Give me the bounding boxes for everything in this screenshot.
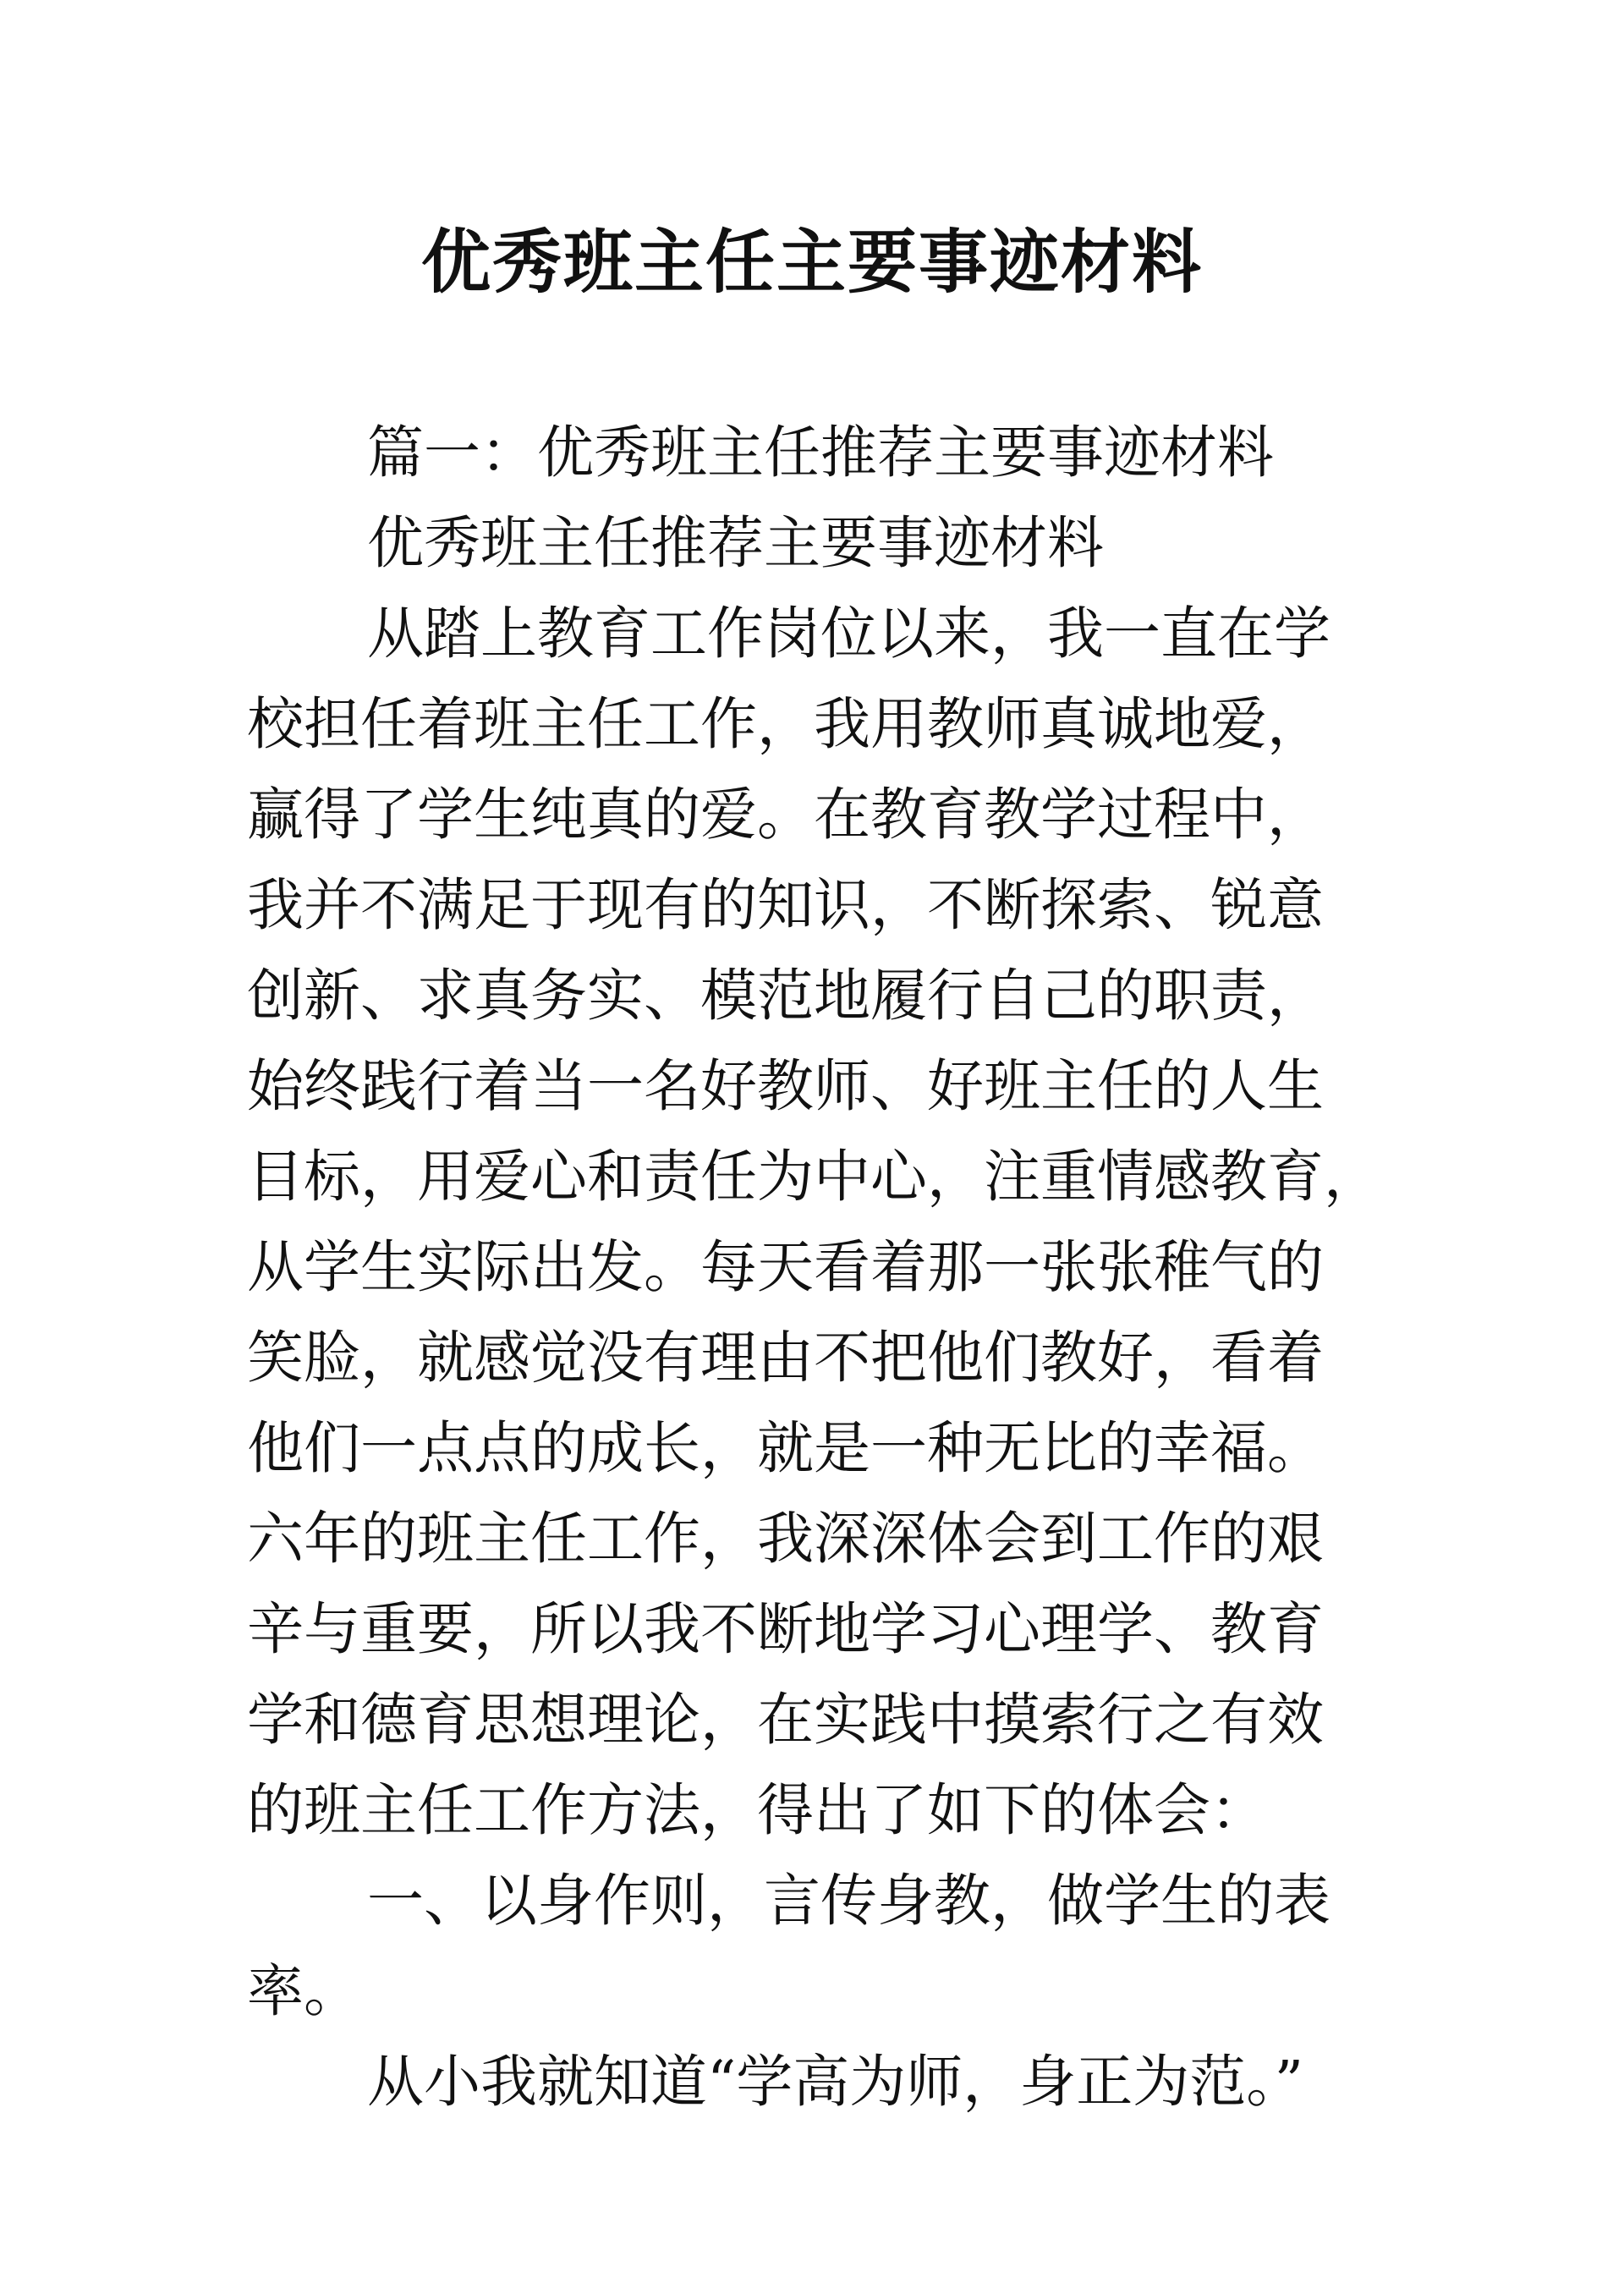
paragraph-line: 从小我就知道“学高为师，身正为范。”: [367, 2049, 1304, 2115]
numbered-point: 一、以身作则，言传身教，做学生的表: [367, 1868, 1330, 1934]
subheading: 优秀班主任推荐主要事迹材料: [367, 510, 1104, 576]
paragraph-line: 从踏上教育工作岗位以来，我一直在学: [367, 601, 1330, 667]
paragraph-line: 辛与重要，所以我不断地学习心理学、教育: [247, 1596, 1324, 1662]
paragraph-line: 始终践行着当一名好教师、好班主任的人生: [247, 1053, 1324, 1119]
document-body: [247, 408, 1431, 2127]
section-heading: 篇一：优秀班主任推荐主要事迹材料: [367, 420, 1274, 486]
paragraph-line: 从学生实际出发。每天看着那一张张稚气的: [247, 1234, 1324, 1300]
paragraph-line: 六年的班主任工作，我深深体会到工作的艰: [247, 1506, 1324, 1572]
paragraph-line: 赢得了学生纯真的爱。在教育教学过程中，: [247, 782, 1324, 848]
paragraph-line: 学和德育思想理论，在实践中摸索行之有效: [247, 1687, 1324, 1753]
paragraph-line: 的班主任工作方法，得出了如下的体会：: [247, 1777, 1267, 1843]
paragraph-line: 他们一点点的成长，就是一种无比的幸福。: [247, 1415, 1324, 1481]
paragraph-line: 率。: [247, 1958, 360, 2024]
paragraph-line: 创新、求真务实、模范地履行自己的职责，: [247, 963, 1324, 1029]
document-title: 优秀班主任主要事迹材料: [420, 222, 1203, 303]
paragraph-line: 校担任着班主任工作，我用教师真诚地爱，: [247, 691, 1324, 757]
paragraph-line: 目标，用爱心和责任为中心，注重情感教育，: [247, 1144, 1380, 1210]
paragraph-line: 我并不满足于现有的知识，不断探索、锐意: [247, 872, 1324, 938]
paragraph-line: 笑脸，就感觉没有理由不把他们教好，看着: [247, 1325, 1324, 1391]
